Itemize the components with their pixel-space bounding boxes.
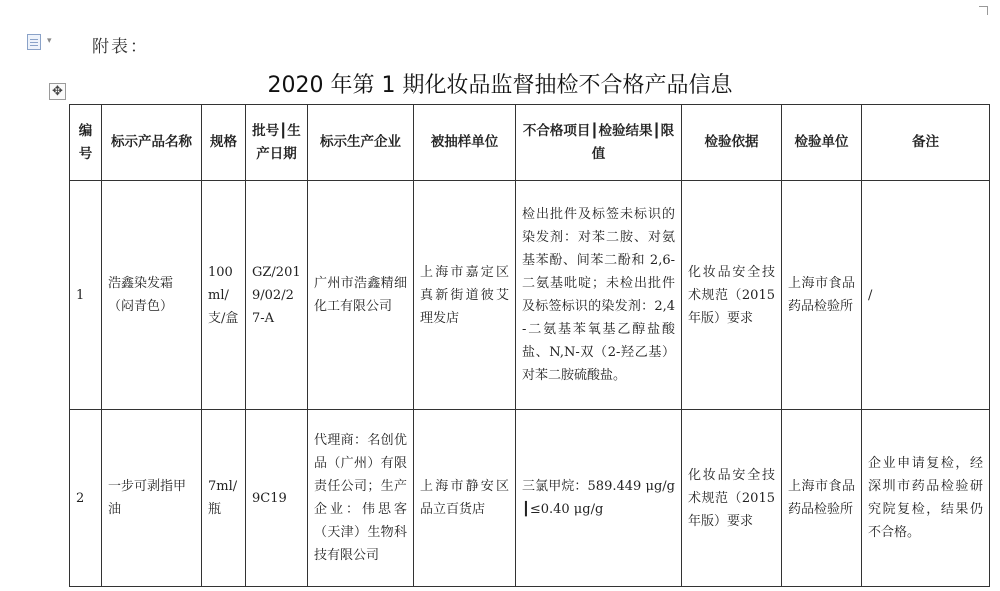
table-header-row — [70, 105, 990, 181]
table-row — [70, 410, 990, 587]
cell-manufacturer: 广州市浩鑫精细化工有限公司 — [308, 181, 414, 410]
cell-product-name: 浩鑫染发霜（闷青色） — [102, 181, 202, 410]
column-header: 被抽样单位 — [414, 105, 516, 181]
cell-sampled-unit: 上海市嘉定区真新街道彼艾理发店 — [414, 181, 516, 410]
cell-note: 企业申请复检，经深圳市药品检验研究院复检，结果仍不合格。 — [862, 410, 990, 587]
column-header: 批号┃生产日期 — [246, 105, 308, 181]
column-header: 检验单位 — [782, 105, 862, 181]
cell-batch: 9C19 — [246, 410, 308, 587]
appendix-label: 附表： — [92, 37, 149, 57]
cell-no: 2 — [70, 410, 102, 587]
cell-spec: 100ml/支/盒 — [202, 181, 246, 410]
column-header: 规格 — [202, 105, 246, 181]
column-header: 检验依据 — [682, 105, 782, 181]
margin-corner-mark — [979, 6, 988, 15]
cell-note: / — [862, 181, 990, 410]
cell-product-name: 一步可剥指甲油 — [102, 410, 202, 587]
column-header: 不合格项目┃检验结果┃限值 — [516, 105, 682, 181]
column-header: 标示产品名称 — [102, 105, 202, 181]
cell-lab: 上海市食品药品检验所 — [782, 181, 862, 410]
table-row — [70, 181, 990, 410]
cell-no: 1 — [70, 181, 102, 410]
chevron-down-icon[interactable]: ▾ — [47, 36, 52, 46]
cell-failed-item: 检出批件及标签未标识的染发剂：对苯二胺、对氨基苯酚、间苯二酚和 2,6-二氨基吡啶；未检出批件及标签标识的染发剂：2,4-二氨基苯氧基乙醇盐酸盐、N,N-双（2-羟乙基）对苯二胺硫酸盐。 — [516, 181, 682, 410]
cell-spec: 7ml/瓶 — [202, 410, 246, 587]
cell-failed-item: 三氯甲烷：589.449 μg/g┃≤0.40 μg/g — [516, 410, 682, 587]
results-table — [69, 104, 990, 587]
cell-basis: 化妆品安全技术规范（2015 年版）要求 — [682, 181, 782, 410]
cell-lab: 上海市食品药品检验所 — [782, 410, 862, 587]
cell-manufacturer: 代理商：名创优品（广州）有限责任公司；生产企业：伟思客（天津）生物科技有限公司 — [308, 410, 414, 587]
cell-sampled-unit: 上海市静安区品立百货店 — [414, 410, 516, 587]
table-move-handle-icon[interactable]: ✥ — [49, 83, 66, 100]
document-icon[interactable] — [27, 34, 41, 50]
column-header: 编号 — [70, 105, 102, 181]
column-header: 备注 — [862, 105, 990, 181]
column-header: 标示生产企业 — [308, 105, 414, 181]
page-title: 2020 年第 1 期化妆品监督抽检不合格产品信息 — [267, 73, 733, 98]
cell-basis: 化妆品安全技术规范（2015 年版）要求 — [682, 410, 782, 587]
cell-batch: GZ/2019/02/27-A — [246, 181, 308, 410]
